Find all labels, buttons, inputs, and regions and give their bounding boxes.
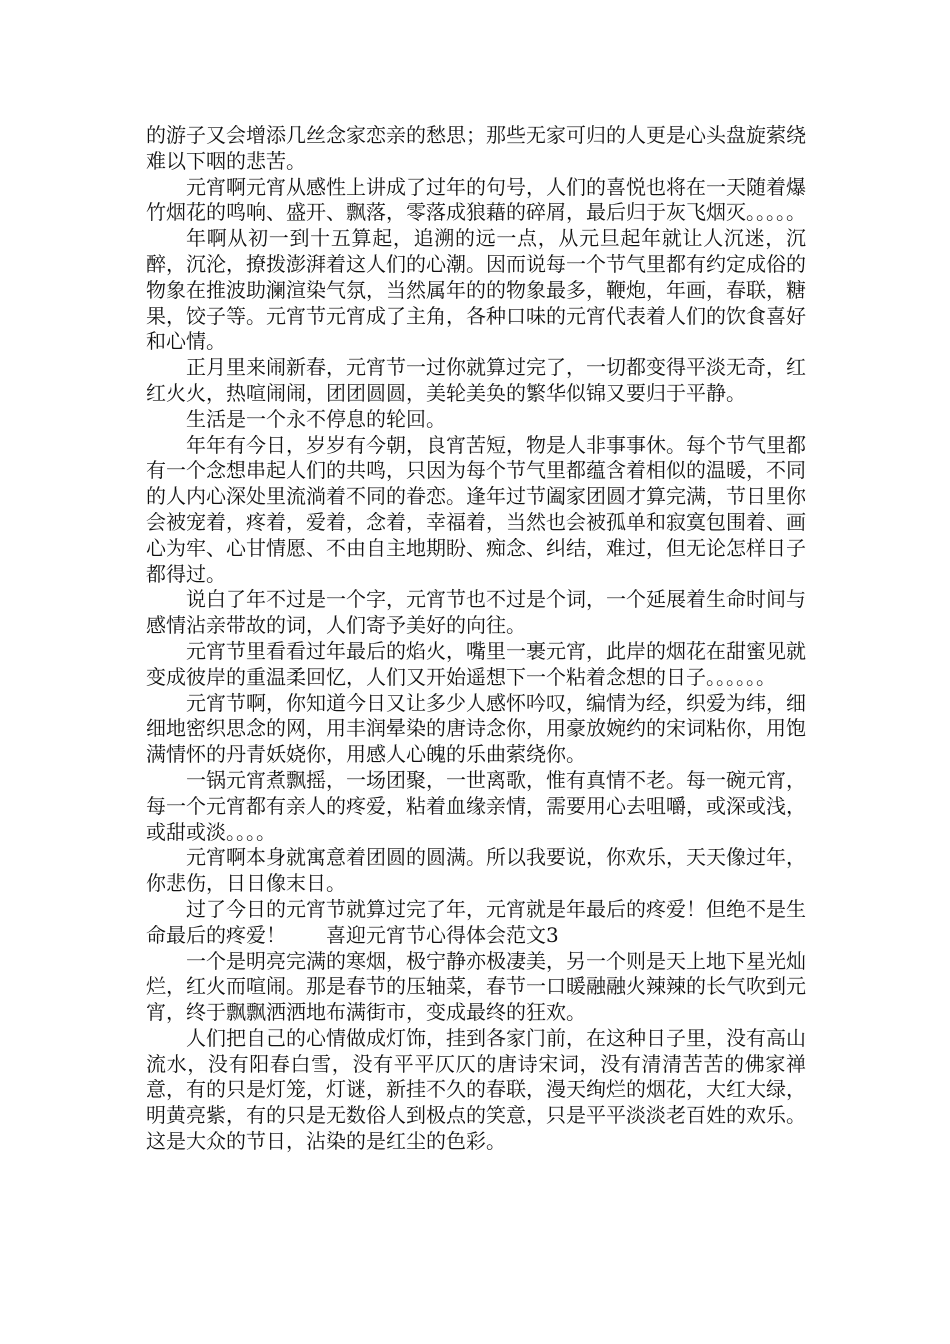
paragraph: 年啊从初一到十五算起，追溯的远一点，从元旦起年就让人沉迷，沉醉，沉沦，撩拨澎湃着这人们的心潮。因而说每一个节气里都有约定成俗的物象在推波助澜渲染气氛，当然属年的的物象最多，鞭炮，年画，春联，糖果，饺子等。元宵节元宵成了主角，各种口味的元宵代表着人们的饮食喜好和心情。 — [146, 226, 806, 354]
paragraph: 说白了年不过是一个字，元宵节也不过是个词，一个延展着生命时间与感情沾亲带故的词，人们寄予美好的向往。 — [146, 587, 806, 638]
paragraph: 一个是明亮完满的寒烟，极宁静亦极凄美，另一个则是天上地下星光灿烂，红火而喧闹。那是春节的压轴菜，春节一口暖融融火辣辣的长气吹到元宵，终于飘飘洒洒地布满街市，变成最终的狂欢。 — [146, 948, 806, 1025]
paragraph: 元宵啊元宵从感性上讲成了过年的句号，人们的喜悦也将在一天随着爆竹烟花的鸣响、盛开、飘落，零落成狼藉的碎屑，最后归于灰飞烟灭。。。。。 — [146, 174, 806, 225]
paragraph: 正月里来闹新春，元宵节一过你就算过完了，一切都变得平淡无奇，红红火火，热喧闹闹，团团圆圆，美轮美奂的繁华似锦又要归于平静。 — [146, 355, 806, 405]
paragraph: 元宵节啊，你知道今日又让多少人感怀吟叹，编情为经，织爱为纬，细细地密织思念的网，用丰润晕染的唐诗念你，用豪放婉约的宋词粘你，用饱满情怀的丹青妖娆你，用感人心魄的乐曲萦绕你。 — [146, 690, 806, 767]
paragraph: 生活是一个永不停息的轮回。 — [186, 406, 446, 431]
paragraph: 年年有今日，岁岁有今朝，良宵苦短，物是人非事事休。每个节气里都有一个念想串起人们的共鸣，只因为每个节气里都蕴含着相似的温暖，不同的人内心深处里流淌着不同的眷恋。逢年过节阖家团圆才算完满，节日里你会被宠着，疼着，爱着，念着，幸福着，当然也会被孤单和寂寞包围着、画心为牢、心甘情愿、不由自主地期盼、痴念、纠结，难过，但无论怎样日子都得过。 — [146, 432, 806, 586]
paragraph: 人们把自己的心情做成灯饰，挂到各家门前，在这种日子里，没有高山流水，没有阳春白雪，没有平平仄仄的唐诗宋词，没有清清苦苦的佛家禅意，有的只是灯笼，灯谜，新挂不久的春联，漫天绚烂的烟花，大红大绿，明黄亮紫，有的只是无数俗人到极点的笑意，只是平平淡淡老百姓的欢乐。这是大众的节日，沾染的是红尘的色彩。 — [146, 1025, 806, 1154]
paragraph: 元宵啊本身就寓意着团圆的圆满。所以我要说，你欢乐，天天像过年，你悲伤，日日像末日。 — [146, 845, 806, 896]
document-body — [146, 123, 806, 1155]
paragraph: 过了今日的元宵节就算过完了年，元宵就是年最后的疼爱！但绝不是生命最后的疼爱！ 喜迎元宵节心得体会范文3 — [146, 896, 806, 947]
paragraph: 一锅元宵煮飘摇，一场团聚，一世离歌，惟有真情不老。每一碗元宵，每一个元宵都有亲人的疼爱，粘着血缘亲情，需要用心去咀嚼，或深或浅，或甜或淡。。。。 — [146, 767, 806, 844]
paragraph: 元宵节里看看过年最后的焰火，嘴里一裹元宵，此岸的烟花在甜蜜见就变成彼岸的重温柔回忆，人们又开始遥想下一个粘着念想的日子。。。。。。 — [146, 638, 806, 689]
paragraph: 的游子又会增添几丝念家恋亲的愁思；那些无家可归的人更是心头盘旋萦绕难以下咽的悲苦。 — [146, 123, 806, 173]
